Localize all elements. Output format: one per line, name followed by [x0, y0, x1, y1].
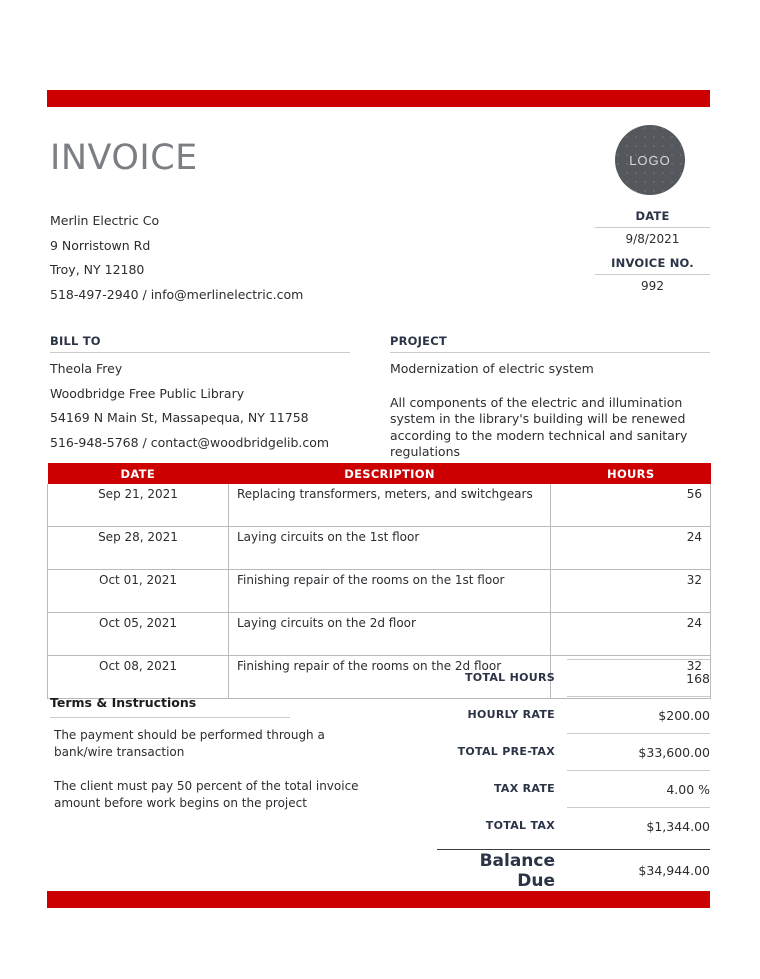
- company-city-state-zip: Troy, NY 12180: [50, 262, 145, 277]
- terms-title: Terms & Instructions: [50, 695, 290, 718]
- cell-date: Sep 21, 2021: [48, 484, 229, 527]
- totals-label: TOTAL TAX: [485, 819, 555, 832]
- project-title: PROJECT: [390, 334, 710, 353]
- terms-section: [50, 695, 359, 829]
- table-row: [48, 570, 711, 613]
- cell-description: Finishing repair of the rooms on the 1st floor: [229, 570, 551, 613]
- cell-date: Oct 01, 2021: [48, 570, 229, 613]
- totals-value: 4.00 %: [567, 770, 710, 807]
- table-header-row: [48, 463, 711, 484]
- date-label: DATE: [595, 209, 710, 228]
- cell-hours: 32: [551, 656, 711, 699]
- bill-to-section: [50, 334, 350, 455]
- balance-due-row: [437, 849, 710, 892]
- bill-to-body: [50, 353, 350, 455]
- date-value: 9/8/2021: [625, 232, 680, 246]
- column-header-hours: HOURS: [551, 463, 711, 484]
- totals-label: HOURLY RATE: [467, 708, 555, 721]
- invoice-number-value: 992: [641, 279, 664, 293]
- column-header-date: DATE: [48, 463, 229, 484]
- table-row: [48, 527, 711, 570]
- cell-date: Oct 05, 2021: [48, 613, 229, 656]
- company-contact: 518-497-2940 / info@merlinelectric.com: [50, 286, 304, 302]
- cell-hours: 24: [551, 613, 711, 656]
- totals-label: TOTAL HOURS: [464, 671, 555, 684]
- table-row: [48, 484, 711, 527]
- bottom-accent-bar: [47, 891, 710, 908]
- cell-hours: 24: [551, 527, 711, 570]
- cell-description: Replacing transformers, meters, and switchgears: [229, 484, 551, 527]
- bill-to-title: BILL TO: [50, 334, 350, 353]
- invoice-meta-block: [595, 209, 710, 303]
- totals-label: TOTAL PRE-TAX: [457, 745, 555, 758]
- bill-to-contact: 516-948-5768 / contact@woodbridgelib.com: [50, 434, 330, 450]
- page-title: INVOICE: [50, 138, 198, 178]
- bill-to-organization: Woodbridge Free Public Library: [50, 385, 245, 401]
- totals-value: 168: [567, 659, 710, 696]
- project-name: Modernization of electric system: [390, 361, 594, 376]
- totals-value: $200.00: [567, 696, 710, 733]
- balance-due-label: Balance Due: [479, 851, 555, 891]
- totals-row-total-pre-tax: [437, 733, 710, 770]
- bill-to-name: Theola Frey: [50, 361, 123, 376]
- column-header-description: DESCRIPTION: [229, 463, 551, 484]
- terms-paragraph: The payment should be performed through a bank/wire transaction: [54, 728, 325, 759]
- company-street: 9 Norristown Rd: [50, 237, 151, 253]
- totals-value: $1,344.00: [567, 807, 710, 844]
- project-description: All components of the electric and illumination system in the library's building will be renewed according to the modern technical and sanitary regulations: [390, 394, 688, 459]
- totals-value: $33,600.00: [567, 733, 710, 770]
- totals-row-tax-rate: [437, 770, 710, 807]
- company-name: Merlin Electric Co: [50, 213, 160, 228]
- cell-date: Oct 08, 2021: [48, 656, 229, 699]
- company-logo: [615, 125, 685, 195]
- cell-hours: 32: [551, 570, 711, 613]
- terms-paragraph: The client must pay 50 percent of the total invoice amount before work begins on the project: [54, 779, 359, 810]
- top-accent-bar: [47, 90, 710, 107]
- bill-to-address: 54169 N Main St, Massapequa, NY 11758: [50, 410, 309, 425]
- cell-description: Laying circuits on the 1st floor: [229, 527, 551, 570]
- terms-body: [50, 718, 365, 812]
- totals-row-total-hours: [437, 659, 710, 696]
- cell-description: Laying circuits on the 2d floor: [229, 613, 551, 656]
- project-section: [390, 334, 710, 461]
- totals-row-hourly-rate: [437, 696, 710, 733]
- totals-label: TAX RATE: [493, 782, 555, 795]
- invoice-number-label: INVOICE NO.: [595, 256, 710, 275]
- balance-due-value: $34,944.00: [567, 850, 710, 892]
- logo-placeholder-text: LOGO: [629, 152, 671, 168]
- totals-row-total-tax: [437, 807, 710, 844]
- cell-description: Finishing repair of the rooms on the 2d floor: [229, 656, 551, 699]
- company-address-block: [50, 209, 390, 307]
- totals-section: [437, 659, 710, 892]
- table-row: [48, 613, 711, 656]
- cell-hours: 56: [551, 484, 711, 527]
- cell-date: Sep 28, 2021: [48, 527, 229, 570]
